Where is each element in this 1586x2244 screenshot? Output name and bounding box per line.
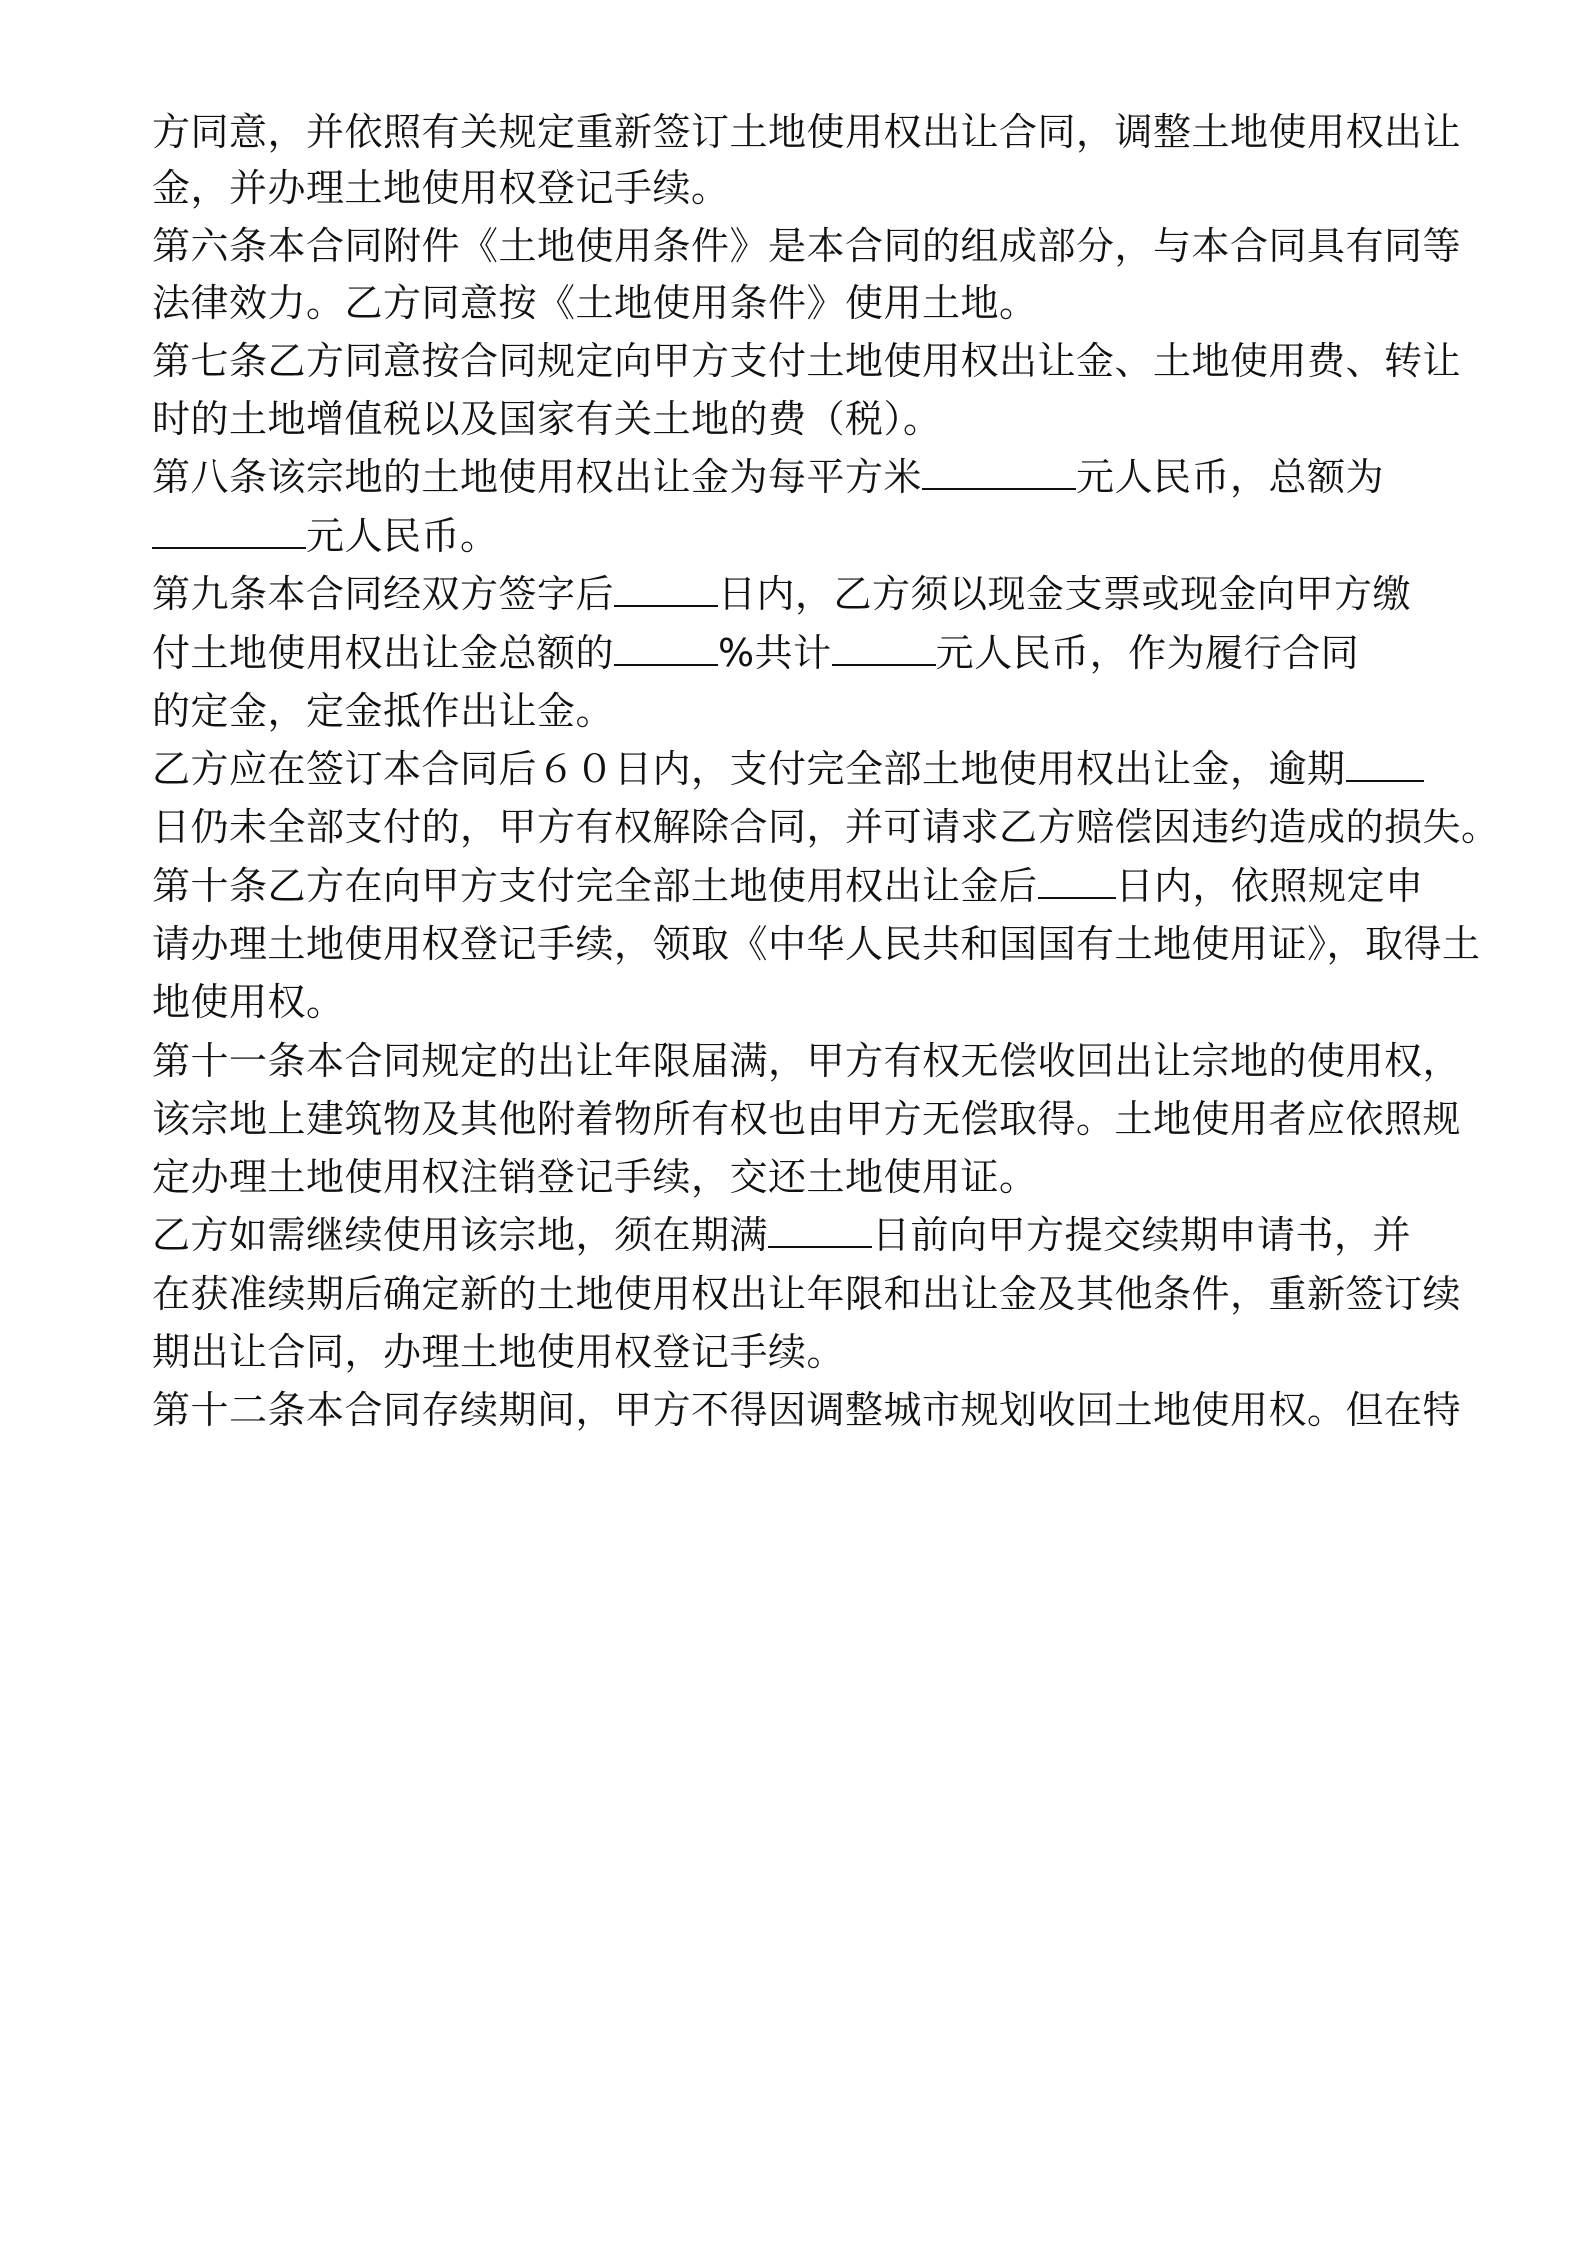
text-segment: 元人民币，作为履行合同 — [935, 631, 1360, 675]
text-segment: 日内，依照规定申 — [1115, 864, 1424, 908]
text-segment: 定办理土地使用权注销登记手续，交还土地使用证。 — [152, 1155, 1038, 1199]
text-segment: 日前向甲方提交续期申请书，并 — [872, 1213, 1412, 1257]
fill-in-blank[interactable] — [832, 634, 936, 666]
text-line — [152, 860, 1452, 912]
fill-in-blank[interactable] — [614, 634, 718, 666]
text-segment: 在获准续期后确定新的土地使用权出让年限和出让金及其他条件，重新签订续 — [152, 1272, 1462, 1316]
fill-in-blank[interactable] — [614, 575, 718, 607]
text-segment: 方同意，并依照有关规定重新签订土地使用权出让合同，调整土地使用权出让 — [152, 110, 1462, 154]
text-line — [152, 335, 1462, 387]
text-line — [152, 1268, 1462, 1320]
text-segment: 元人民币。 — [306, 514, 499, 558]
text-line — [152, 1093, 1462, 1145]
text-segment: 元人民币，总额为 — [1076, 455, 1385, 499]
text-segment: 第十一条本合同规定的出让年限届满，甲方有权无偿收回出让宗地的使用权， — [152, 1039, 1462, 1083]
text-line — [152, 685, 1452, 737]
fill-in-blank[interactable] — [768, 1216, 872, 1248]
text-segment: 第八条该宗地的土地使用权出让金为每平方米 — [152, 455, 923, 499]
text-line — [152, 220, 1462, 272]
text-line — [152, 976, 1452, 1028]
text-line — [152, 801, 1500, 853]
text-segment: 地使用权。 — [152, 980, 345, 1024]
fill-in-blank[interactable] — [1346, 750, 1424, 782]
text-line — [152, 1326, 1452, 1378]
text-segment: 第十条乙方在向甲方支付完全部土地使用权出让金后 — [152, 864, 1038, 908]
text-segment: 法律效力。乙方同意按《土地使用条件》使用土地。 — [152, 281, 1038, 325]
text-segment: 付土地使用权出让金总额的 — [152, 631, 615, 675]
fill-in-blank[interactable] — [152, 517, 306, 549]
text-segment: 乙方应在签订本合同后６０日内，支付完全部土地使用权出让金，逾期 — [152, 747, 1346, 791]
text-segment: 日仍未全部支付的，甲方有权解除合同，并可请求乙方赔偿因违约造成的损失。 — [152, 805, 1500, 849]
text-segment: 第六条本合同附件《土地使用条件》是本合同的组成部分，与本合同具有同等 — [152, 224, 1462, 268]
text-line — [152, 568, 1452, 620]
text-segment: 的定金，定金抵作出让金。 — [152, 689, 615, 733]
text-segment: 第十二条本合同存续期间，甲方不得因调整城市规划收回土地使用权。但在特 — [152, 1388, 1462, 1432]
text-segment: 时的土地增值税以及国家有关土地的费（税）。 — [152, 397, 942, 441]
text-line — [152, 1384, 1462, 1436]
text-line — [152, 106, 1462, 158]
text-segment: 第九条本合同经双方签字后 — [152, 572, 615, 616]
text-segment: 期出让合同，办理土地使用权登记手续。 — [152, 1330, 846, 1374]
text-segment: 金，并办理土地使用权登记手续。 — [152, 166, 730, 210]
text-line — [152, 393, 1452, 445]
text-line — [152, 743, 1452, 795]
text-line — [152, 162, 1452, 214]
text-line — [152, 510, 1452, 562]
text-line — [152, 627, 1452, 679]
text-line — [152, 918, 1481, 970]
text-line — [152, 277, 1452, 329]
fill-in-blank[interactable] — [922, 458, 1076, 490]
text-segment: 乙方如需继续使用该宗地，须在期满 — [152, 1213, 769, 1257]
text-line — [152, 451, 1452, 503]
text-segment: 该宗地上建筑物及其他附着物所有权也由甲方无偿取得。土地使用者应依照规 — [152, 1097, 1462, 1141]
text-segment: %共计 — [718, 631, 832, 675]
text-line — [152, 1209, 1452, 1261]
fill-in-blank[interactable] — [1038, 867, 1116, 899]
text-segment: 第七条乙方同意按合同规定向甲方支付土地使用权出让金、土地使用费、转让 — [152, 339, 1462, 383]
text-line — [152, 1151, 1452, 1203]
text-segment: 请办理土地使用权登记手续，领取《中华人民共和国国有土地使用证》，取得土 — [152, 922, 1481, 966]
text-line — [152, 1035, 1462, 1087]
text-segment: 日内，乙方须以现金支票或现金向甲方缴 — [718, 572, 1412, 616]
